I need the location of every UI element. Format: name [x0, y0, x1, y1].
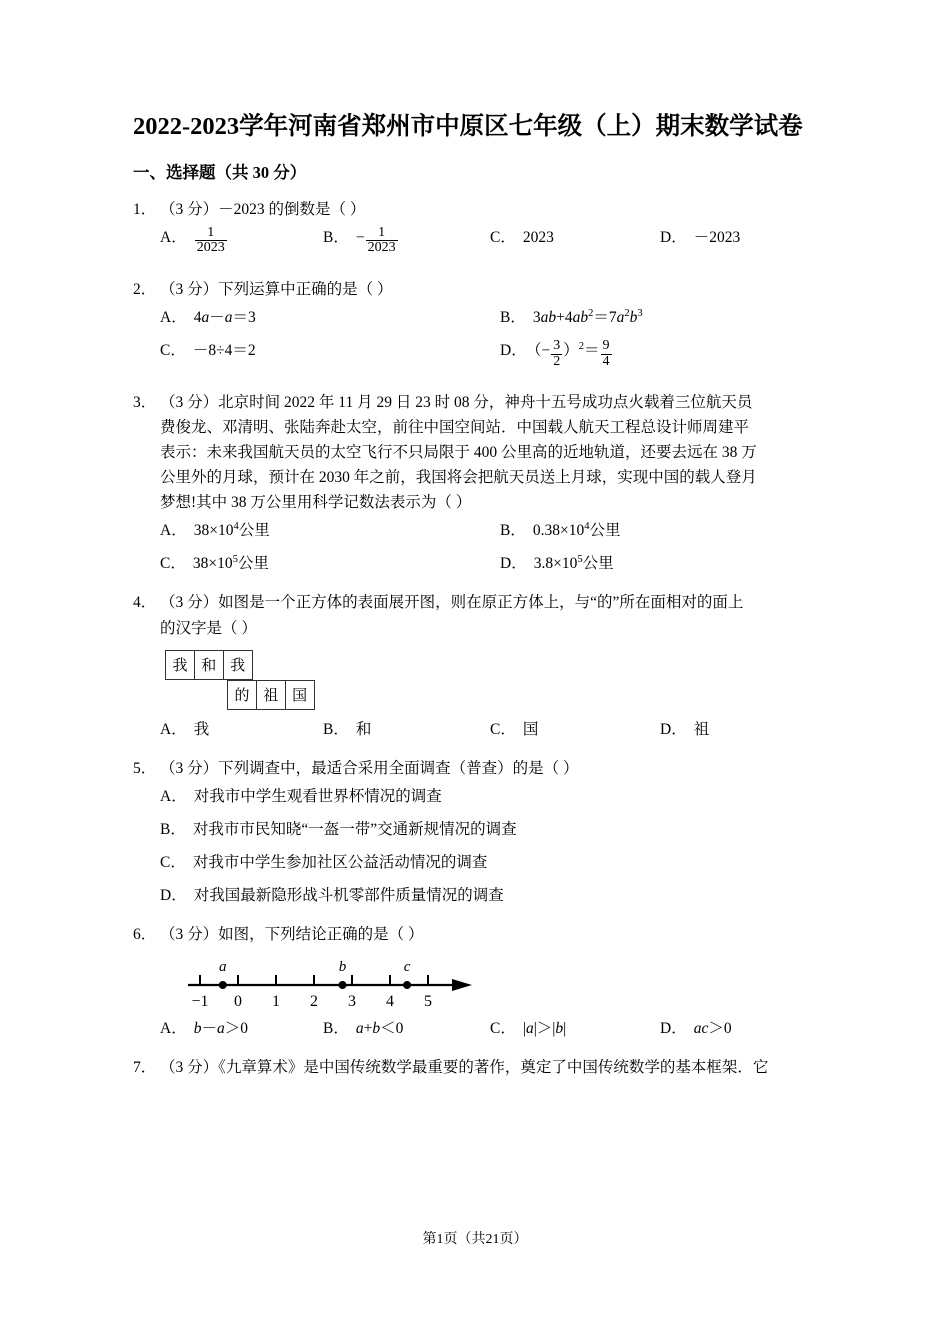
option-4-c[interactable]: C． 国 [490, 720, 539, 738]
option-6-c[interactable]: C． |a|＞|b| [490, 1019, 567, 1037]
question-3-text-line5: 梦想!其中 38 万公里用科学记数法表示为（ ） [160, 494, 472, 512]
option-5-b[interactable]: B． 对我市市民知晓“一盔一带”交通新规情况的调查 [160, 820, 517, 838]
option-2-c[interactable]: C． －8÷4＝2 [160, 341, 256, 359]
cube-net-figure [165, 650, 405, 712]
fraction-nine-over-four: $\frac{9}{4}$ [602, 337, 610, 369]
question-7-text: 《九章算术》是中国传统数学最重要的著作，奠定了中国传统数学的基本框架．它 [218, 1058, 769, 1076]
question-6-stem [133, 922, 833, 947]
question-4-figure-wrap [133, 650, 833, 751]
svg-text:−1: −1 [191, 992, 209, 1010]
question-5-points: （3 分） [160, 759, 219, 777]
option-3-a[interactable]: A． $38\times 10^4$公里 [160, 521, 270, 540]
question-3-text-line1: 北京时间 2022 年 11 月 29 日 23 时 08 分，神舟十五号成功点火载着三位航天员 [218, 393, 753, 411]
question-2-stem [133, 277, 833, 302]
cube-net-top-row [165, 650, 251, 680]
question-7-number: 7． [133, 1058, 157, 1076]
question-1-points: （3 分） [160, 200, 219, 218]
option-2-a[interactable]: A． 4a－a＝3 [160, 308, 256, 326]
question-7-stem [133, 1055, 833, 1080]
question-3-text-line2: 费俊龙、邓清明、张陆奔赴太空，前往中国空间站．中国载人航天工程总设计师周建平 [160, 418, 750, 436]
svg-text:0: 0 [234, 992, 242, 1010]
question-3-text-line3: 表示：未来我国航天员的太空飞行不只局限于 400 公里高的近地轨道，还要去远在 38 万 [160, 444, 757, 462]
option-2-d[interactable]: D． （− $\frac{3}{2}$ ）$^2$＝ $\frac{9}{4}$ [500, 337, 610, 369]
question-2-points: （3 分） [160, 280, 219, 298]
fraction-neg-one-over-2023: $\frac{1}{2023}$ [367, 224, 396, 256]
question-4-options [160, 718, 833, 751]
question-5-text: 下列调查中，最适合采用全面调查（普查）的是（ ） [218, 759, 579, 777]
question-6-text: 如图，下列结论正确的是（ ） [218, 925, 424, 943]
question-1 [133, 197, 833, 272]
option-5-a[interactable]: A． 对我市中学生观看世界杯情况的调查 [160, 787, 442, 805]
question-4-text-line2: 的汉字是（ ） [160, 619, 257, 637]
net-cell: 我 [165, 650, 195, 680]
net-cell: 的 [227, 680, 257, 710]
net-cell: 我 [223, 650, 253, 680]
svg-text:5: 5 [424, 992, 432, 1010]
question-6-figure-wrap [133, 955, 833, 1050]
question-4 [133, 590, 833, 750]
option-1-d-value: －2023 [693, 228, 741, 246]
question-6-number: 6． [133, 925, 157, 943]
question-3-options [133, 519, 833, 585]
option-4-b[interactable]: B． 和 [323, 720, 372, 738]
fraction-one-over-2023: $\frac{1}{2023}$ [196, 224, 225, 256]
option-2-b[interactable]: B． $3ab+4ab^2=7a^2b^3$ [500, 307, 643, 326]
option-3-c[interactable]: C． $38\times 10^5$公里 [160, 554, 269, 573]
cube-net-bottom-row [227, 680, 313, 710]
question-7 [133, 1055, 833, 1080]
option-3-b[interactable]: B． $0.38\times 10^4$公里 [500, 521, 621, 540]
option-1-c[interactable]: C． 2023 [490, 228, 554, 246]
option-4-a[interactable]: A． 我 [160, 720, 210, 738]
svg-text:1: 1 [272, 992, 280, 1010]
net-cell: 国 [285, 680, 315, 710]
question-6 [133, 922, 833, 1050]
option-3-d[interactable]: D． $3.8\times 10^5$公里 [500, 554, 614, 573]
number-line-figure [182, 955, 482, 1013]
svg-text:c: c [403, 958, 411, 975]
option-1-b[interactable]: B． − $\frac{1}{2023}$ [323, 224, 396, 256]
question-5 [133, 756, 833, 917]
question-3-points: （3 分） [160, 393, 219, 411]
svg-text:3: 3 [348, 992, 356, 1010]
question-5-stem [133, 756, 833, 781]
question-1-options [133, 226, 833, 272]
question-7-points: （3 分） [160, 1058, 219, 1076]
question-6-options [160, 1017, 833, 1050]
option-1-d[interactable]: D． －2023 [660, 228, 741, 246]
section-heading: 一、选择题（共 30 分） [133, 162, 307, 182]
question-2-text: 下列运算中正确的是（ ） [218, 280, 393, 298]
svg-text:2: 2 [310, 992, 318, 1010]
question-5-options [133, 785, 833, 917]
question-1-text: －2023 的倒数是（ ） [218, 200, 366, 218]
option-6-b[interactable]: B． a+b＜0 [323, 1019, 404, 1037]
question-2-options [133, 306, 833, 385]
question-2 [133, 277, 833, 385]
page-content [133, 112, 833, 1085]
question-2-number: 2． [133, 280, 157, 298]
net-cell: 和 [194, 650, 224, 680]
question-1-number: 1． [133, 200, 157, 218]
question-4-text-line1: 如图是一个正方体的表面展开图，则在原正方体上，与“的”所在面相对的面上 [218, 594, 744, 612]
option-1-a[interactable]: A． $\frac{1}{2023}$ [160, 224, 225, 256]
question-4-number: 4． [133, 594, 157, 612]
option-1-c-value: 2023 [522, 228, 554, 246]
option-4-d[interactable]: D． 祖 [660, 720, 710, 738]
svg-text:b: b [338, 958, 347, 975]
option-5-d[interactable]: D． 对我国最新隐形战斗机零部件质量情况的调查 [160, 886, 504, 904]
question-4-points: （3 分） [160, 594, 219, 612]
question-1-stem [133, 197, 833, 222]
option-6-d[interactable]: D． ac＞0 [660, 1019, 732, 1037]
question-6-points: （3 分） [160, 925, 219, 943]
question-3-text-line4: 公里外的月球，预计在 2030 年之前，我国将会把航天员送上月球，实现中国的载人登月 [160, 469, 757, 487]
net-cell: 祖 [256, 680, 286, 710]
option-6-a[interactable]: A． b－a＞0 [160, 1019, 248, 1037]
question-3 [133, 390, 833, 586]
fraction-three-over-two: $\frac{3}{2}$ [553, 337, 561, 369]
svg-text:4: 4 [386, 992, 394, 1010]
option-5-c[interactable]: C． 对我市中学生参加社区公益活动情况的调查 [160, 853, 488, 871]
page-title: 2022-2023学年河南省郑州市中原区七年级（上）期末数学试卷 [133, 113, 803, 140]
question-4-stem [133, 590, 833, 615]
svg-text:a: a [219, 958, 227, 975]
question-3-number: 3． [133, 393, 157, 411]
number-line-svg [182, 955, 482, 1013]
question-5-number: 5． [133, 759, 157, 777]
question-3-stem [133, 390, 833, 415]
page-footer: 第1页（共21页） [422, 1232, 528, 1247]
